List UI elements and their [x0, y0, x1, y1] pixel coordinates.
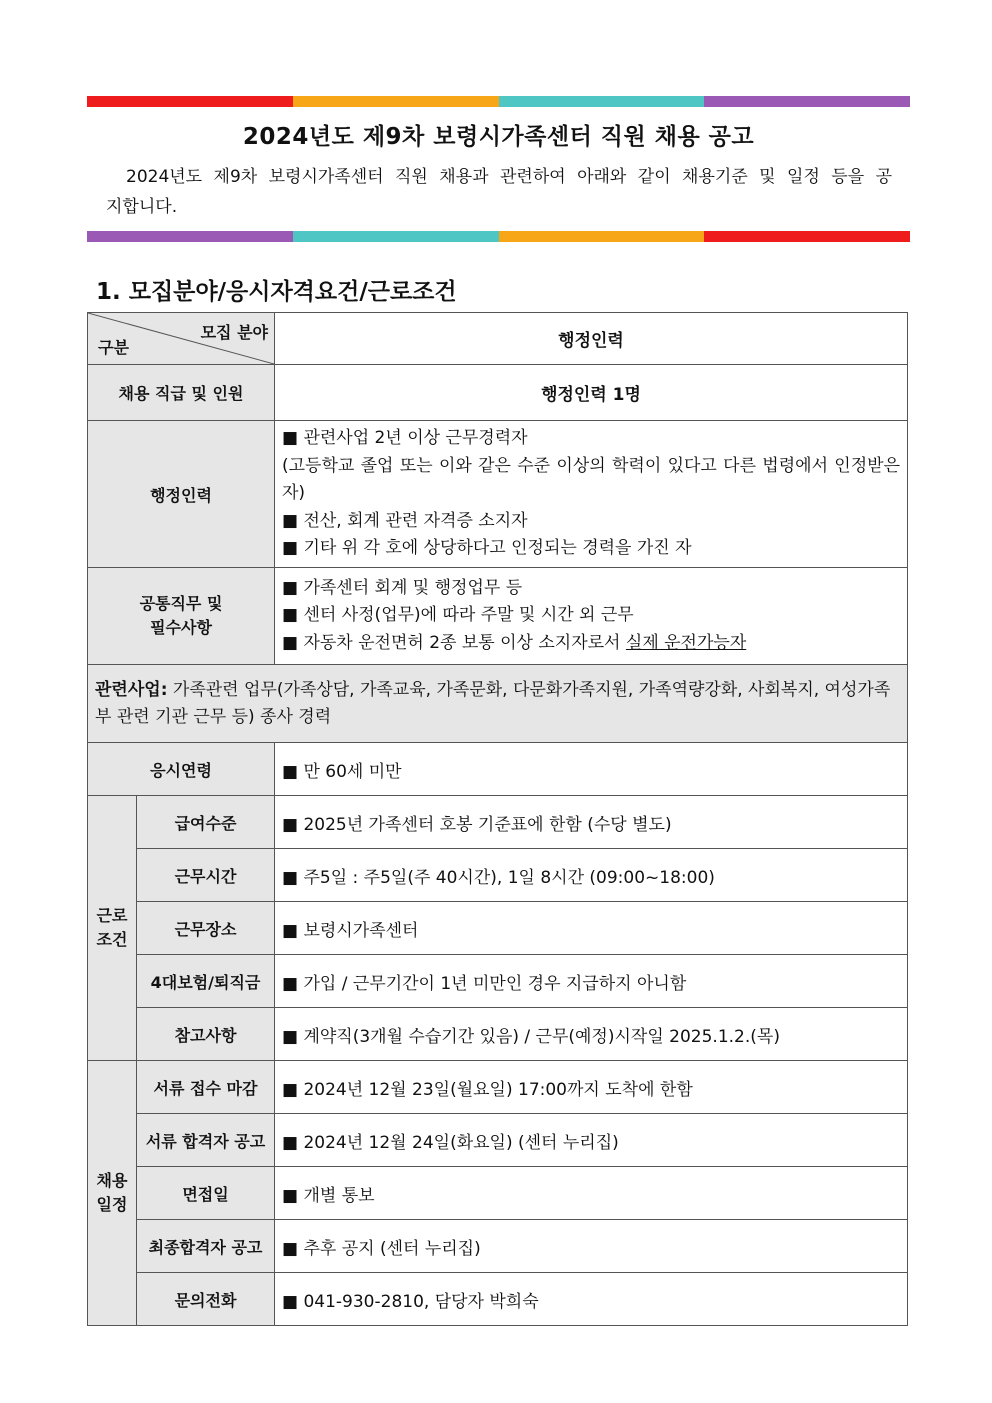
- duties-item-underlined: 실제 운전가능자: [625, 632, 747, 653]
- schedule-row: [88, 1273, 908, 1326]
- condition-label: 급여수준: [137, 796, 275, 849]
- schedule-value: ■ 개별 통보: [275, 1167, 908, 1220]
- qualification-item: ■ 전산, 회계 관련 자격증 소지자: [282, 510, 528, 531]
- conditions-group-label: [88, 796, 137, 1061]
- header-row: [88, 313, 908, 365]
- schedule-label: 서류 합격자 공고: [137, 1114, 275, 1167]
- qualification-content: [275, 421, 908, 568]
- positions-row: [88, 365, 908, 421]
- bar-red-segment: [704, 231, 910, 242]
- condition-label: 4대보험/퇴직금: [137, 955, 275, 1008]
- qualification-row: [88, 421, 908, 568]
- condition-label: 근무시간: [137, 849, 275, 902]
- qualification-label: 행정인력: [88, 421, 275, 568]
- condition-row: [88, 955, 908, 1008]
- schedule-label: 서류 접수 마감: [137, 1061, 275, 1114]
- related-text: 가족관련 업무(가족상담, 가족교육, 가족문화, 다문화가족지원, 가족역량강화, 사회복지, 여성가족부 관련 기관 근무 등) 종사 경력: [95, 679, 891, 727]
- schedule-value: ■ 041-930-2810, 담당자 박희숙: [275, 1273, 908, 1326]
- condition-value: ■ 주5일 : 주5일(주 40시간), 1일 8시간 (09:00~18:00): [275, 849, 908, 902]
- schedule-label: 문의전화: [137, 1273, 275, 1326]
- bottom-color-bar: [87, 231, 910, 242]
- schedule-group-line: 일정: [96, 1195, 128, 1214]
- qualification-item: ■ 관련사업 2년 이상 근무경력자: [282, 428, 528, 449]
- bar-red-segment: [87, 96, 293, 107]
- bar-purple-segment: [87, 231, 293, 242]
- bar-purple-segment: [704, 96, 910, 107]
- schedule-row: [88, 1061, 908, 1114]
- qualification-item: (고등학교 졸업 또는 이와 같은 수준 이상의 학력이 있다고 다른 법령에서 인정받은 자): [282, 455, 900, 504]
- schedule-value: ■ 2024년 12월 24일(화요일) (센터 누리집): [275, 1114, 908, 1167]
- duties-label-line: 필수사항: [150, 618, 212, 637]
- qualification-item: ■ 기타 위 각 호에 상당하다고 인정되는 경력을 가진 자: [282, 538, 692, 559]
- schedule-label: 면접일: [137, 1167, 275, 1220]
- schedule-label: 최종합격자 공고: [137, 1220, 275, 1273]
- bar-teal-segment: [293, 231, 499, 242]
- header-category-label: 구분: [98, 338, 129, 357]
- schedule-group-label: [88, 1061, 137, 1326]
- condition-value: ■ 보령시가족센터: [275, 902, 908, 955]
- age-label: 응시연령: [88, 743, 275, 796]
- duties-label: [88, 568, 275, 665]
- intro-paragraph: 2024년도 제9차 보령시가족센터 직원 채용과 관련하여 아래와 같이 채용기준 및 일정 등을 공지합니다.: [106, 167, 892, 217]
- schedule-row: [88, 1220, 908, 1273]
- condition-row: [88, 796, 908, 849]
- duties-item: ■ 센터 사정(업무)에 따라 주말 및 시간 외 근무: [282, 605, 634, 626]
- duties-content: [275, 568, 908, 665]
- schedule-value: ■ 추후 공지 (센터 누리집): [275, 1220, 908, 1273]
- positions-label: 채용 직급 및 인원: [88, 365, 275, 421]
- condition-value: ■ 2025년 가족센터 호봉 기준표에 한함 (수당 별도): [275, 796, 908, 849]
- condition-row: [88, 1008, 908, 1061]
- conditions-group-line: 조건: [96, 930, 128, 949]
- section-heading: 1. 모집분야/응시자격요건/근로조건: [96, 279, 457, 305]
- positions-value: 행정인력 1명: [275, 365, 908, 421]
- condition-label: 참고사항: [137, 1008, 275, 1061]
- duties-row: [88, 568, 908, 665]
- schedule-row: [88, 1167, 908, 1220]
- conditions-group-line: 근로: [96, 906, 128, 925]
- field-header: 행정인력: [275, 313, 908, 365]
- condition-row: [88, 849, 908, 902]
- related-row: [88, 665, 908, 743]
- duties-item: [282, 630, 900, 658]
- condition-value: ■ 가입 / 근무기간이 1년 미만인 경우 지급하지 아니함: [275, 955, 908, 1008]
- duties-item: ■ 가족센터 회계 및 행정업무 등: [282, 577, 523, 598]
- bar-orange-segment: [293, 96, 499, 107]
- duties-item-text: ■ 자동차 운전면허 2종 보통 이상 소지자로서: [282, 632, 626, 653]
- duties-label-line: 공통직무 및: [139, 594, 223, 613]
- bar-orange-segment: [499, 231, 705, 242]
- condition-value: ■ 계약직(3개월 수습기간 있음) / 근무(예정)시작일 2025.1.2.(목): [275, 1008, 908, 1061]
- schedule-row: [88, 1114, 908, 1167]
- bar-teal-segment: [499, 96, 705, 107]
- header-field-label: 모집 분야: [200, 323, 268, 342]
- condition-row: [88, 902, 908, 955]
- page-title: 2024년도 제9차 보령시가족센터 직원 채용 공고: [242, 124, 755, 150]
- schedule-value: ■ 2024년 12월 23일(월요일) 17:00까지 도착에 한함: [275, 1061, 908, 1114]
- condition-label: 근무장소: [137, 902, 275, 955]
- top-color-bar: [87, 96, 910, 107]
- diagonal-header-cell: [88, 313, 275, 365]
- age-value: ■ 만 60세 미만: [275, 743, 908, 796]
- schedule-group-line: 채용: [96, 1171, 128, 1190]
- related-notice: [88, 665, 908, 743]
- recruitment-table: [87, 312, 908, 1326]
- age-row: [88, 743, 908, 796]
- related-label: 관련사업:: [95, 679, 168, 700]
